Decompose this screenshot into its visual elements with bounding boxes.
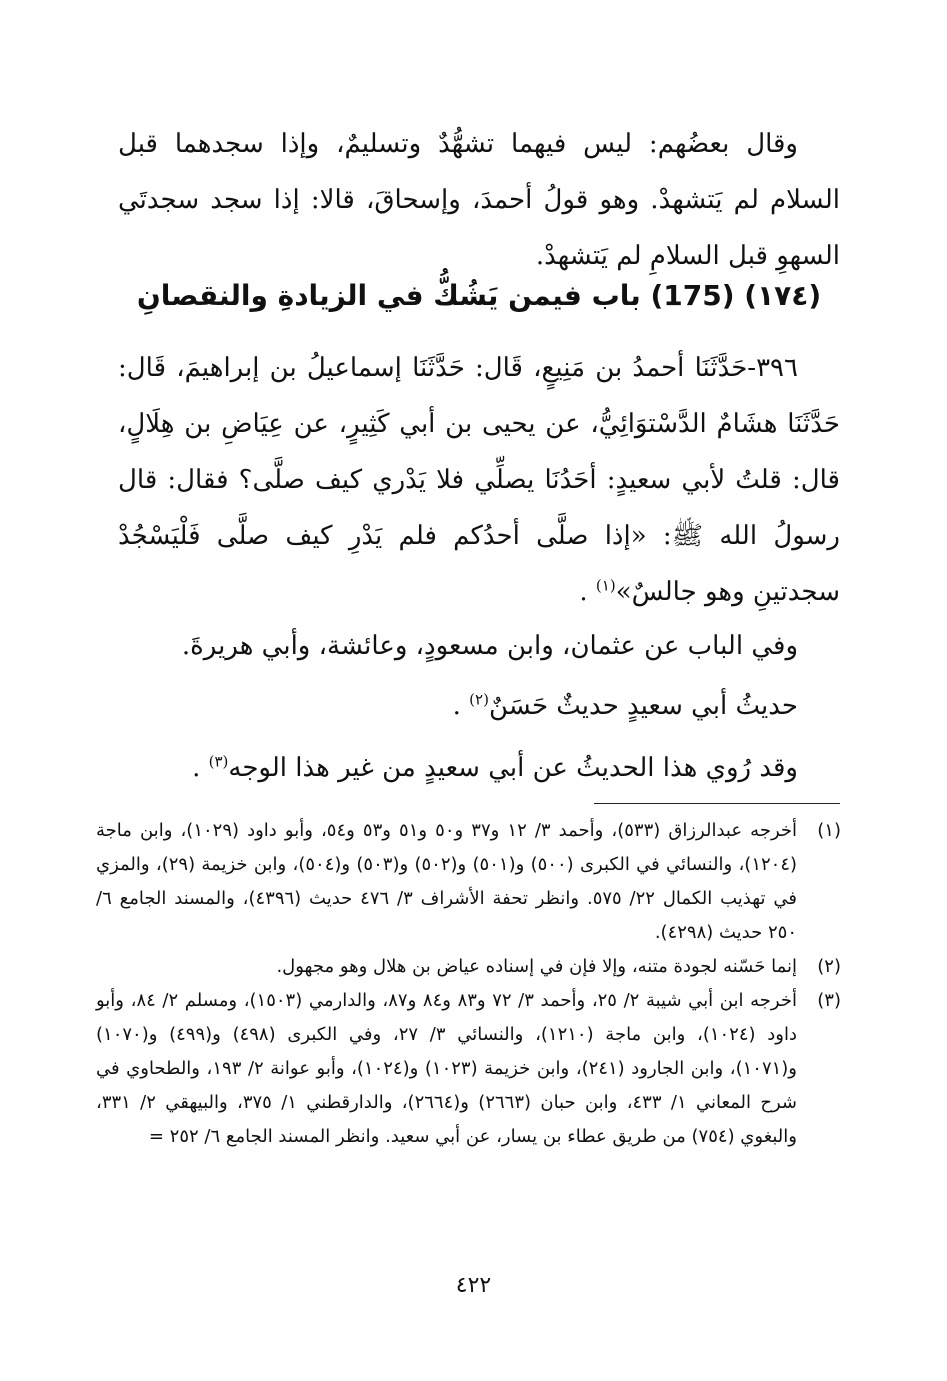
- other-route-end: .: [192, 753, 209, 783]
- hadith-paragraph: [118, 340, 840, 620]
- page-number: ٤٢٢: [455, 1273, 492, 1298]
- footnote-text: أخرجه عبدالرزاق (٥٣٣)، وأحمد ٣/ ١٢ و٣٧ و٥٠ و٥١ و٥٣ و٥٤، وأبو داود (١٠٢٩)، وابن ماجة (١٢٠٤)، والنسائي في الكبرى (٥٠٠) و(٥٠١) و(٥٠٢) و(٥٠٣) و(٥٠٤)، وابن خزيمة (٢٩)، والمزي في تهذيب الكمال ٢٢/ ٥٧٥. وانظر تحفة الأشراف ٣/ ٤٧٦ حديث (٤٣٩٦)، والمسند الجامع ٦/ ٢٥٠ حديث (٤٢٩٨).: [96, 820, 798, 943]
- other-route-line: [118, 740, 840, 796]
- grading-text: حديثُ أبي سعيدٍ حديثٌ حَسَنٌ: [488, 691, 798, 721]
- opening-paragraph: [118, 116, 840, 284]
- footnote-marker-2: (٢): [469, 690, 489, 709]
- footnote-number: (١): [817, 820, 841, 841]
- hadith-end: .: [579, 577, 596, 607]
- footnote-3: [96, 984, 841, 1154]
- grading-end: .: [452, 691, 470, 721]
- footnote-text: إنما حَسّنه لجودة متنه، وإلا فإن في إسناده عياض بن هلال وهو مجهول.: [276, 956, 797, 977]
- footnote-number: (٢): [817, 956, 841, 977]
- hadith-text: ٣٩٦-حَدَّثَنَا أحمدُ بن مَنِيعٍ، قَال: حَدَّثَنَا إسماعيلُ بن إبراهيمَ، قَال: حَدَّثَنَا هشَامٌ الدَّسْتوَائِيُّ، عن يحيى بن أبي كَثِيرٍ، عن عِيَاضِ بن هِلَالٍ، قال: قلتُ لأبي سعيدٍ: أحَدُنَا يصلِّي فلا يَدْري كيف صلَّى؟ فقال: قال رسولُ الله ﷺ: «إذا صلَّى أحدُكم فلم يَدْرِ كيف صلَّى فَلْيَسْجُدْ سجدتينِ وهو جالسٌ»: [118, 353, 840, 607]
- footnotes-section: [96, 814, 841, 1154]
- grading-line: [118, 678, 840, 734]
- same-chapter-line: [118, 618, 840, 674]
- footnote-1: [96, 814, 841, 950]
- chapter-heading: (١٧٤) (175) باب فيمن يَشُكُّ في الزيادةِ والنقصانِ: [136, 279, 822, 312]
- opening-paragraph-text: وقال بعضُهم: ليس فيهما تشهُّدٌ وتسليمٌ، وإذا سجدهما قبل السلام لم يَتشهدْ. وهو قولُ أحمدَ، وإسحاقَ، قالا: إذا سجد سجدتَي السهوِ قبل السلامِ لم يَتشهدْ.: [118, 129, 840, 271]
- footnote-number: (٣): [817, 990, 841, 1011]
- other-route-text: وقد رُوي هذا الحديثُ عن أبي سعيدٍ من غير هذا الوجه: [228, 753, 798, 783]
- hadith-text-container: [118, 340, 840, 620]
- same-chapter-text: وفي الباب عن عثمان، وابن مسعودٍ، وعائشة، وأبي هريرةَ.: [181, 631, 798, 661]
- footnote-2: [96, 950, 841, 984]
- footnote-divider: [594, 803, 840, 804]
- footnote-marker-1: (١): [595, 576, 616, 595]
- footnote-marker-3: (٣): [208, 752, 229, 771]
- footnote-text: أخرجه ابن أبي شيبة ٢/ ٢٥، وأحمد ٣/ ٧٢ و٨٣ و٨٤ و٨٧، والدارمي (١٥٠٣)، ومسلم ٢/ ٨٤، وأبو داود (١٠٢٤)، وابن ماجة (١٢١٠)، والنسائي ٣/ ٢٧، وفي الكبرى (٤٩٨) و(٤٩٩) و(١٠٧٠) و(١٠٧١)، وابن الجارود (٢٤١)، وابن خزيمة (١٠٢٣) و(١٠٢٤)، وأبو عوانة ٢/ ١٩٣، والطحاوي في شرح المعاني ١/ ٤٣٣، وابن حبان (٢٦٦٣) و(٢٦٦٤)، والدارقطني ١/ ٣٧٥، والبيهقي ٢/ ٣٣١، والبغوي (٧٥٤) من طريق عطاء بن يسار، عن أبي سعيد. وانظر المسند الجامع ٦/ ٢٥٢ =: [96, 990, 797, 1147]
